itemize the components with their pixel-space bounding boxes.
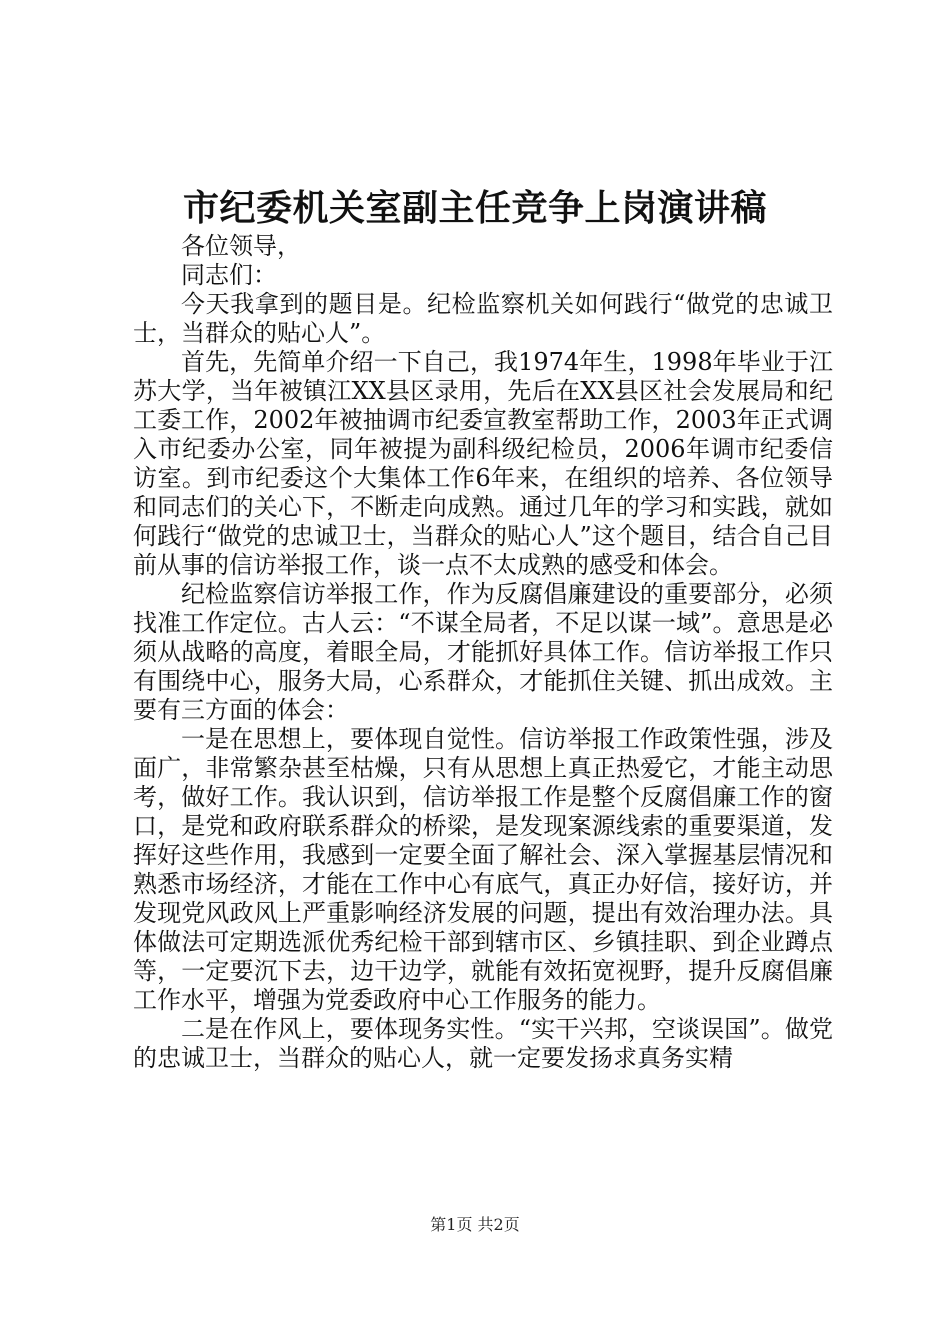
body-paragraph: 纪检监察信访举报工作，作为反腐倡廉建设的重要部分，必须找准工作定位。古人云：“不谋全局者，不足以谋一域”。意思是必须从战略的高度，着眼全局，才能抓好具体工作。信访举报工作只有围绕中心，服务大局，心系群众，才能抓住关键、抓出成效。主要有三方面的体会： [133, 580, 833, 724]
body-paragraph: 首先，先简单介绍一下自己，我1974年生，1998年毕业于江苏大学，当年被镇江XX县区录用，先后在XX县区社会发展局和纪工委工作，2002年被抽调市纪委宣教室帮助工作，2003年正式调入市纪委办公室，同年被提为副科级纪检员，2006年调市纪委信访室。到市纪委这个大集体工作6年来，在组织的培养、各位领导和同志们的关心下，不断走向成熟。通过几年的学习和实践，就如何践行“做党的忠诚卫士，当群众的贴心人”这个题目，结合自己目前从事的信访举报工作，谈一点不太成熟的感受和体会。 [133, 348, 833, 579]
document-title: 市纪委机关室副主任竞争上岗演讲稿 [182, 187, 767, 229]
document-body [133, 232, 833, 1073]
body-paragraph: 一是在思想上，要体现自觉性。信访举报工作政策性强，涉及面广，非常繁杂甚至枯燥，只有从思想上真正热爱它，才能主动思考，做好工作。我认识到，信访举报工作是整个反腐倡廉工作的窗口，是党和政府联系群众的桥梁，是发现案源线索的重要渠道，发挥好这些作用，我感到一定要全面了解社会、深入掌握基层情况和熟悉市场经济，才能在工作中心有底气，真正办好信，接好访，并发现党风政风上严重影响经济发展的问题，提出有效治理办法。具体做法可定期选派优秀纪检干部到辖市区、乡镇挂职、到企业蹲点等，一定要沉下去，边干边学，就能有效拓宽视野，提升反腐倡廉工作水平，增强为党委政府中心工作服务的能力。 [133, 725, 833, 1014]
salutation-line: 同志们： [181, 261, 277, 289]
salutation-line: 各位领导， [181, 232, 301, 260]
page-number-footer: 第1页 共2页 [430, 1215, 520, 1234]
body-paragraph: 二是在作风上，要体现务实性。“实干兴邦，空谈误国”。做党的忠诚卫士，当群众的贴心人，就一定要发扬求真务实精 [133, 1015, 833, 1072]
body-paragraph: 今天我拿到的题目是。纪检监察机关如何践行“做党的忠诚卫士，当群众的贴心人”。 [133, 290, 833, 347]
